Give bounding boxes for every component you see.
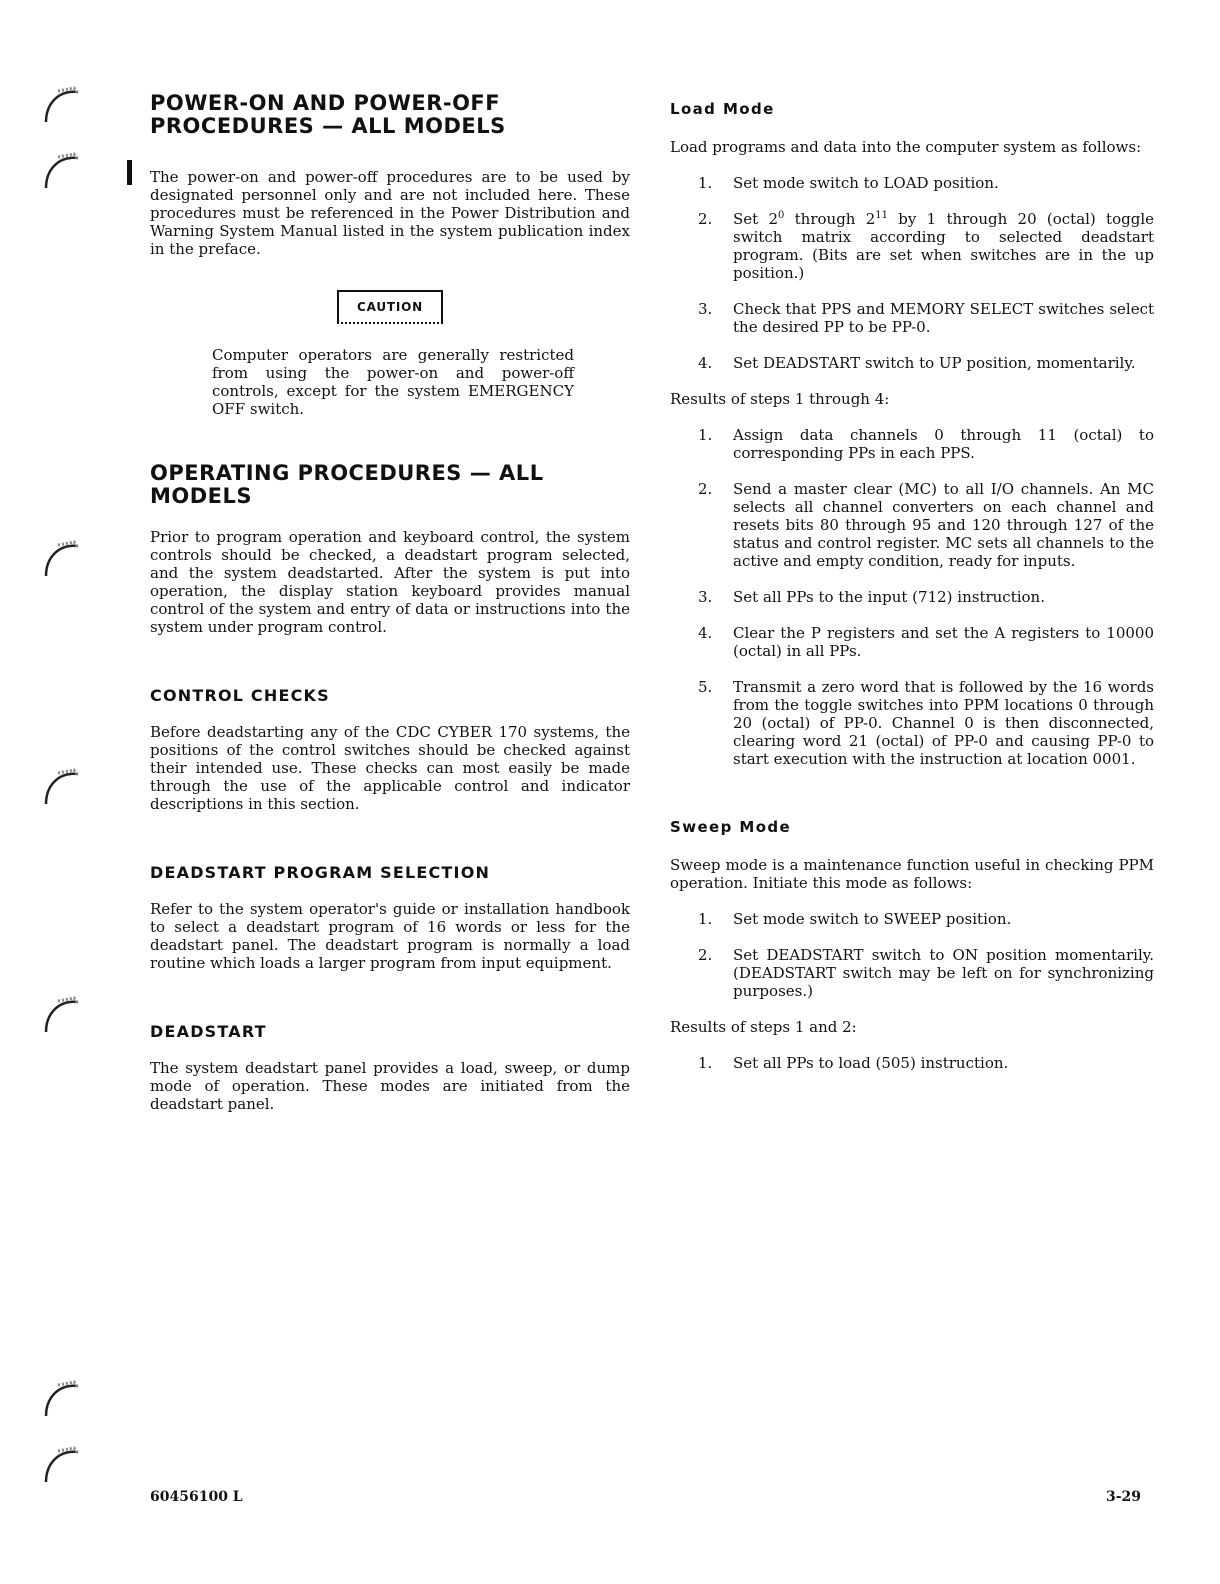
binder-hole-icon (40, 536, 84, 580)
list-item (670, 354, 1154, 372)
binder-hole-icon (40, 82, 84, 126)
list-item (670, 210, 1154, 282)
binder-hole-icon (40, 1376, 84, 1420)
step-number: 2. (698, 946, 713, 964)
step-text: Set 2 (733, 210, 778, 228)
program-selection-title: DEADSTART PROGRAM SELECTION (150, 863, 491, 882)
sweep-mode-title: Sweep Mode (670, 818, 792, 836)
list-item (670, 624, 1154, 660)
step-text: through 2 (784, 210, 876, 228)
load-mode-title: Load Mode (670, 100, 775, 118)
step-text: Transmit a zero word that is followed by the 16 words from the toggle switches into PPM locations 0 through 20 (octal) of PP-0. Channel 0 is then disconnected, clearing word 21 (octal) of PP-0 and causing PP-0 to start execution with the instruction at location 0001. (733, 678, 1154, 768)
sweep-results-label: Results of steps 1 and 2: (670, 1018, 857, 1036)
step-text: Set mode switch to SWEEP position. (733, 910, 1012, 928)
list-item (670, 480, 1154, 570)
list-item (670, 300, 1154, 336)
revision-change-bar (127, 160, 132, 185)
step-text: Set all PPs to load (505) instruction. (733, 1054, 1009, 1072)
step-number: 1. (698, 1054, 713, 1072)
list-item (670, 910, 1154, 928)
list-item (670, 1054, 1154, 1072)
step-number: 2. (698, 480, 713, 498)
step-text: Assign data channels 0 through 11 (octal) to corresponding PPs in each PPS. (733, 426, 1154, 462)
deadstart-title: DEADSTART (150, 1022, 267, 1041)
list-item (670, 588, 1154, 606)
sweep-steps-list (670, 910, 1154, 1000)
superscript: 11 (875, 210, 889, 221)
step-number: 4. (698, 354, 713, 372)
step-number: 1. (698, 426, 713, 444)
step-text: Set DEADSTART switch to UP position, momentarily. (733, 354, 1136, 372)
step-text: Set mode switch to LOAD position. (733, 174, 999, 192)
list-item (670, 678, 1154, 768)
step-number: 3. (698, 588, 713, 606)
list-item (670, 174, 1154, 192)
step-number: 1. (698, 174, 713, 192)
sweep-mode-intro: Sweep mode is a maintenance function useful in checking PPM operation. Initiate this mode as follows: (670, 856, 1154, 892)
power-body: The power-on and power-off procedures are to be used by designated personnel only and are not included here. These procedures must be referenced in the Power Distribution and Warning System Manual listed in the system publication index in the preface. (150, 168, 630, 258)
control-checks-body: Before deadstarting any of the CDC CYBER 170 systems, the positions of the control switches should be checked against their intended use. These checks can most easily be made through the use of the applicable control and indicator descriptions in this section. (150, 723, 630, 813)
load-results-list (670, 426, 1154, 768)
caution-label: CAUTION (337, 290, 443, 324)
list-item (670, 426, 1154, 462)
title-line-1: POWER-ON AND POWER-OFF (150, 91, 501, 115)
load-results-label: Results of steps 1 through 4: (670, 390, 890, 408)
step-text: by 1 through 20 (octal) toggle switch matrix according to selected deadstart program. (Bits are set when switches are in the up position.) (733, 210, 1154, 282)
binder-hole-icon (40, 764, 84, 808)
right-column (670, 92, 1154, 1072)
section-title-operating: OPERATING PROCEDURES — ALL MODELS (150, 461, 544, 508)
step-text: Check that PPS and MEMORY SELECT switches select the desired PP to be PP-0. (733, 300, 1154, 336)
step-number: 5. (698, 678, 713, 696)
step-text: Send a master clear (MC) to all I/O channels. An MC selects all channel converters on each channel and resets bits 80 through 95 and 120 through 127 of the status and control register. MC sets all channels to the active and empty condition, ready for inputs. (733, 480, 1154, 570)
step-text: Set DEADSTART switch to ON position momentarily. (DEADSTART switch may be left on for synchronizing purposes.) (733, 946, 1154, 1000)
binder-hole-icon (40, 148, 84, 192)
superscript: 0 (778, 210, 785, 221)
step-text: Clear the P registers and set the A registers to 10000 (octal) in all PPs. (733, 624, 1154, 660)
step-text: Set all PPs to the input (712) instruction. (733, 588, 1045, 606)
operating-body: Prior to program operation and keyboard control, the system controls should be checked, a deadstart program selected, and the system deadstarted. After the system is put into operation, the display station keyboard provides manual control of the system and entry of data or instructions into the system under program control. (150, 528, 630, 636)
step-number: 4. (698, 624, 713, 642)
left-column (150, 92, 630, 1113)
deadstart-body: The system deadstart panel provides a load, sweep, or dump mode of operation. These modes are initiated from the deadstart panel. (150, 1059, 630, 1113)
caution-text: Computer operators are generally restricted from using the power-on and power-off controls, except for the system EMERGENCY OFF switch. (212, 346, 574, 418)
section-title-power (150, 92, 630, 138)
caution-notice (150, 290, 630, 418)
load-steps-list (670, 174, 1154, 372)
document-number: 60456100 L (150, 1489, 243, 1505)
program-selection-body: Refer to the system operator's guide or installation handbook to select a deadstart program of 16 words or less for the deadstart panel. The deadstart program is normally a load routine which loads a larger program from input equipment. (150, 900, 630, 972)
control-checks-title: CONTROL CHECKS (150, 686, 330, 705)
sweep-results-list (670, 1054, 1154, 1072)
title-line-2: PROCEDURES — ALL MODELS (150, 114, 506, 138)
step-number: 1. (698, 910, 713, 928)
step-number: 2. (698, 210, 713, 228)
load-mode-intro: Load programs and data into the computer system as follows: (670, 138, 1142, 156)
list-item (670, 946, 1154, 1000)
binder-hole-icon (40, 992, 84, 1036)
page-number: 3-29 (1106, 1489, 1142, 1505)
step-number: 3. (698, 300, 713, 318)
binder-hole-icon (40, 1442, 84, 1486)
